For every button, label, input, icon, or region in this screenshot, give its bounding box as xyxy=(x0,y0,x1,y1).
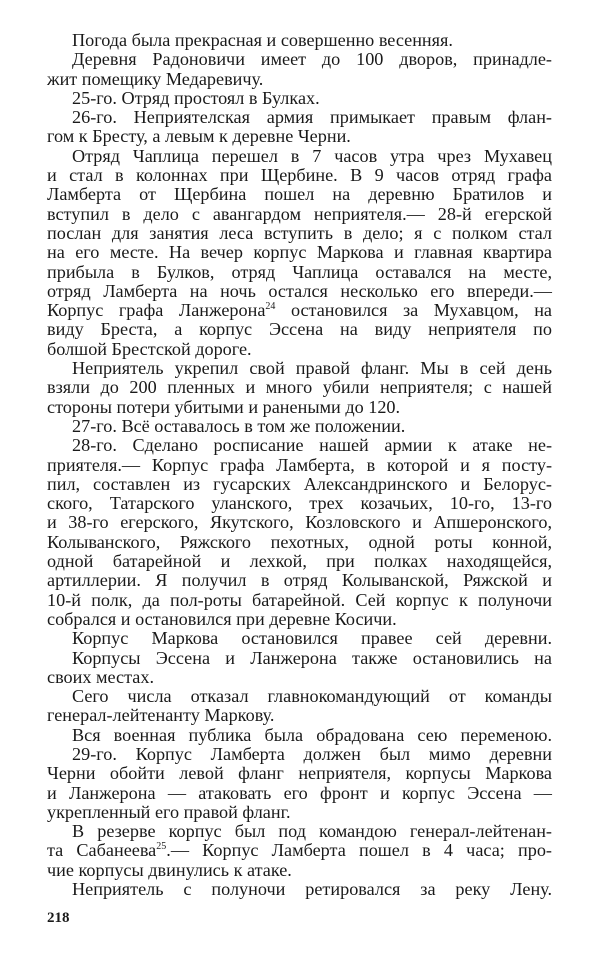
text-line-with-footnote xyxy=(47,841,552,860)
text-line: и Ланжерона — атаковать его фронт и корпус Эссена — xyxy=(47,782,552,803)
text-line: своих местах. xyxy=(47,666,154,687)
text-line: прибыла в Булков, отряд Чаплица оставался на месте, xyxy=(47,261,552,282)
text-fragment: Корпус графа Ланжерона xyxy=(47,300,266,321)
text-line: В резерве корпус был под командою генерал-лейтенан- xyxy=(72,821,552,842)
text-line: 29-го. Корпус Ламберта должен был мимо деревни xyxy=(72,743,552,764)
text-line: стороны потери убитыми и ранеными до 120. xyxy=(47,396,401,417)
text-line: виду Бреста, а корпус Эссена на виду неприятеля по xyxy=(47,319,552,340)
text-line: 28-го. Сделано росписание нашей армии к атаке не- xyxy=(72,435,552,456)
footnote-marker: 24 xyxy=(265,301,276,313)
text-line: жит помещику Медаревичу. xyxy=(47,68,264,89)
text-line: Деревня Радоновичи имеет до 100 дворов, принадле- xyxy=(72,49,552,70)
book-page-text xyxy=(47,31,552,899)
text-fragment: остановился за Мухавцом, на xyxy=(275,300,553,321)
text-line: Отряд Чаплица перешел в 7 часов утра чрез Мухавец xyxy=(72,145,552,166)
text-line: на его месте. На вечер корпус Маркова и главная квартира xyxy=(47,242,552,263)
text-line: взяли до 200 пленных и много убили неприятеля; с нашей xyxy=(47,377,552,398)
footnote-marker: 25 xyxy=(156,841,167,853)
text-line: Неприятель с полуночи ретировался за реку Лену. xyxy=(72,879,552,900)
text-line: артиллерии. Я получил в отряд Колыванской, Ряжской и xyxy=(47,570,552,591)
text-line: вступил в дело с авангардом неприятеля.— 28-й егерской xyxy=(47,203,552,224)
text-line: отряд Ламберта на ночь остался несколько его впереди.— xyxy=(47,280,552,301)
text-line: собрался и остановился при деревне Косичи. xyxy=(47,608,397,629)
text-line: ского, Татарского уланского, трех козачьих, 10-го, 13-го xyxy=(47,493,552,514)
text-line: 26-го. Неприятелская армия примыкает правым флан- xyxy=(72,107,552,128)
text-line: приятеля.— Корпус графа Ламберта, в которой и я посту- xyxy=(47,454,552,475)
text-line: Корпусы Эссена и Ланжерона также остановились на xyxy=(72,647,552,668)
text-line: Ламберта от Щербина пошел на деревню Братилов и xyxy=(47,184,552,205)
text-line: генерал-лейтенанту Маркову. xyxy=(47,705,275,726)
text-line: 25-го. Отряд простоял в Булках. xyxy=(72,87,320,108)
page-number: 218 xyxy=(47,910,70,926)
text-line: послан для занятия леса вступить в дело; я с полком стал xyxy=(47,222,552,243)
text-line: Вся военная публика была обрадована сею переменою. xyxy=(72,724,552,745)
text-line: Черни обойти левой фланг неприятеля, корпусы Маркова xyxy=(47,763,552,784)
text-line-with-footnote xyxy=(47,301,552,320)
text-fragment: та Сабанеева xyxy=(47,840,157,861)
text-line: одной батарейной и лехкой, при полках находящейся, xyxy=(47,551,552,572)
text-line: Корпус Маркова остановился правее сей деревни. xyxy=(72,628,552,649)
text-line: Погода была прекрасная и совершенно весенняя. xyxy=(72,30,453,50)
text-line: Неприятель укрепил свой правой фланг. Мы в сей день xyxy=(72,358,552,379)
text-line: и 38-го егерского, Якутского, Козловского и Апшеронского, xyxy=(47,512,552,533)
text-fragment: .— Корпус Ламберта пошел в 4 часа; про- xyxy=(166,840,552,861)
text-line: и стал в колоннах при Щербине. В 9 часов отряд графа xyxy=(47,165,552,186)
text-line: Колыванского, Ряжского пехотных, одной роты конной, xyxy=(47,531,552,552)
text-line: пил, составлен из гусарских Александринского и Белорус- xyxy=(47,473,552,494)
text-line: 10-й полк, да пол-роты батарейной. Сей корпус к полуночи xyxy=(47,589,552,610)
text-line: Сего числа отказал главнокомандующий от команды xyxy=(72,686,552,707)
text-line: гом к Бресту, а левым к деревне Черни. xyxy=(47,126,351,147)
text-line: болшой Брестской дороге. xyxy=(47,338,252,359)
text-line: укрепленный его правой фланг. xyxy=(47,801,291,822)
text-line: чие корпусы двинулись к атаке. xyxy=(47,859,292,880)
text-line: 27-го. Всё оставалось в том же положении. xyxy=(72,415,406,436)
